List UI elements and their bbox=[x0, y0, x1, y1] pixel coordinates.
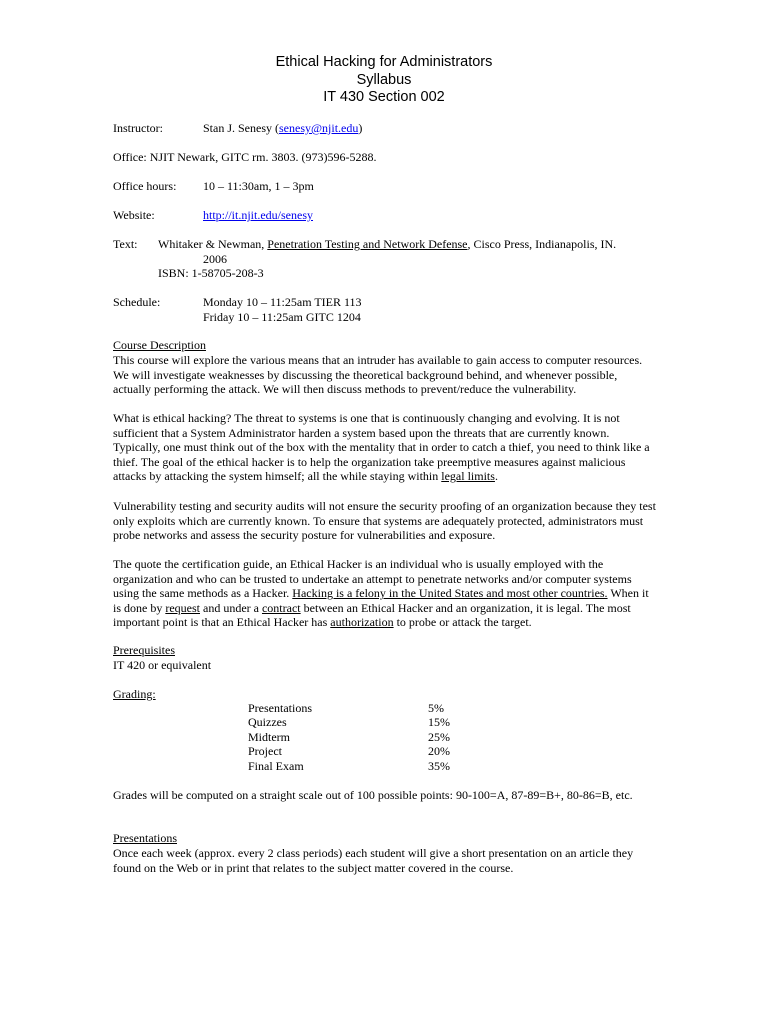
prerequisites-heading: Prerequisites bbox=[113, 643, 175, 657]
p4-text-d: between an Ethical Hacker and an organization, it is legal. The most important point is that an Ethical Hacker has bbox=[113, 600, 631, 630]
grade-row bbox=[248, 744, 548, 759]
textbook-year: 2006 bbox=[203, 252, 227, 266]
grading-scale-text: Grades will be computed on a straight scale out of 100 possible points: 90-100=A, 87-89=B+, 80-86=B, etc. bbox=[113, 788, 633, 802]
grade-row bbox=[248, 701, 548, 716]
course-description-paragraph-2 bbox=[113, 411, 658, 484]
course-description-paragraph-3: Vulnerability testing and security audits will not ensure the security proofing of an organization because they test only exploits which are currently known. To ensure that systems are adequately protected, administrators must probe networks and assess the security posture for vulnerabilities and exposure. bbox=[113, 499, 656, 543]
instructor-label: Instructor: bbox=[113, 121, 163, 135]
p4-authorization: authorization bbox=[330, 615, 394, 630]
grade-item-percent: 15% bbox=[428, 715, 450, 729]
course-section: IT 430 Section 002 bbox=[323, 89, 445, 105]
schedule-monday: Monday 10 – 11:25am TIER 113 bbox=[203, 295, 362, 309]
instructor-name: Stan J. Senesy ( bbox=[203, 121, 279, 135]
grade-item-name: Project bbox=[248, 744, 282, 758]
textbook-line bbox=[158, 237, 616, 252]
grade-row bbox=[248, 730, 548, 745]
instructor-value bbox=[203, 121, 362, 136]
p4-request: request bbox=[165, 600, 200, 615]
course-description-paragraph-1: This course will explore the various means that an intruder has available to gain access to computer resources. We will investigate weaknesses by discussing the theoretical background behind, and whenever possible, actually performing the attack. We will then discuss methods to prevent/reduce the vulnerability. bbox=[113, 353, 643, 397]
presentations-text: Once each week (approx. every 2 class periods) each student will give a short presentation on an article they found on the Web or in print that relates to the subject matter covered in the course. bbox=[113, 846, 634, 875]
document-title bbox=[0, 54, 768, 107]
grade-row bbox=[248, 759, 548, 774]
p4-contract: contract bbox=[261, 600, 301, 615]
p4-text-a: The quote the certification guide, an Ethical Hacker is an individual who is usually employed with the organization and who can be trusted to undertake an attempt to penetrate networks and/or computer systems using the same methods as a Hacker. bbox=[113, 557, 632, 601]
office-hours-value: 10 – 11:30am, 1 – 3pm bbox=[203, 179, 314, 193]
prerequisites-text: IT 420 or equivalent bbox=[113, 658, 212, 672]
course-description-paragraph-4 bbox=[113, 557, 658, 630]
grade-row bbox=[248, 715, 548, 730]
grade-item-percent: 35% bbox=[428, 759, 450, 773]
course-description-heading: Course Description bbox=[113, 338, 206, 352]
grade-item-name: Presentations bbox=[248, 701, 312, 715]
schedule-friday: Friday 10 – 11:25am GITC 1204 bbox=[203, 310, 361, 324]
website-label: Website: bbox=[113, 208, 155, 222]
p2-end: . bbox=[494, 469, 498, 484]
p4-text-e: to probe or attack the target. bbox=[393, 615, 532, 630]
grade-item-percent: 5% bbox=[428, 701, 444, 715]
grade-item-name: Final Exam bbox=[248, 759, 304, 773]
p2-legal-limits: legal limits bbox=[441, 469, 495, 484]
text-label: Text: bbox=[113, 237, 138, 251]
presentations-heading: Presentations bbox=[113, 831, 177, 845]
instructor-paren: ) bbox=[358, 121, 363, 135]
schedule-label: Schedule: bbox=[113, 295, 161, 309]
grade-item-percent: 25% bbox=[428, 730, 450, 744]
course-title: Ethical Hacking for Administrators bbox=[275, 54, 493, 70]
office-text: Office: NJIT Newark, GITC rm. 3803. (973)596-5288. bbox=[113, 150, 377, 164]
p4-text-b: When it is done by bbox=[113, 586, 649, 615]
textbook-isbn: ISBN: 1-58705-208-3 bbox=[158, 266, 264, 280]
textbook-title: Penetration Testing and Network Defense bbox=[267, 237, 468, 251]
textbook-publisher: , Cisco Press, Indianapolis, IN. bbox=[467, 237, 617, 251]
textbook-authors: Whitaker & Newman, bbox=[158, 237, 268, 251]
p4-text-c: and under a bbox=[200, 600, 262, 615]
office-hours-label: Office hours: bbox=[113, 179, 177, 193]
grading-heading: Grading: bbox=[113, 687, 156, 701]
instructor-email-link[interactable]: senesy@njit.edu bbox=[279, 121, 359, 135]
grade-item-percent: 20% bbox=[428, 744, 450, 758]
grade-item-name: Quizzes bbox=[248, 715, 287, 729]
p2-text: What is ethical hacking? The threat to systems is one that is continuously changing and evolving. It is not sufficient that a System Administrator harden a system based upon the threats that are currently known. Typically, one must think out of the box with the mentality that in order to catch a thief, you need to think like a thief. The goal of the ethical hacker is to help the organization take preemptive measures against malicious attacks by attacking the system himself; all the while staying within bbox=[113, 411, 650, 484]
grade-item-name: Midterm bbox=[248, 730, 290, 744]
p4-felony-note: Hacking is a felony in the United States and most other countries. bbox=[292, 586, 608, 601]
syllabus-label: Syllabus bbox=[356, 71, 412, 88]
website-link[interactable]: http://it.njit.edu/senesy bbox=[203, 208, 313, 222]
